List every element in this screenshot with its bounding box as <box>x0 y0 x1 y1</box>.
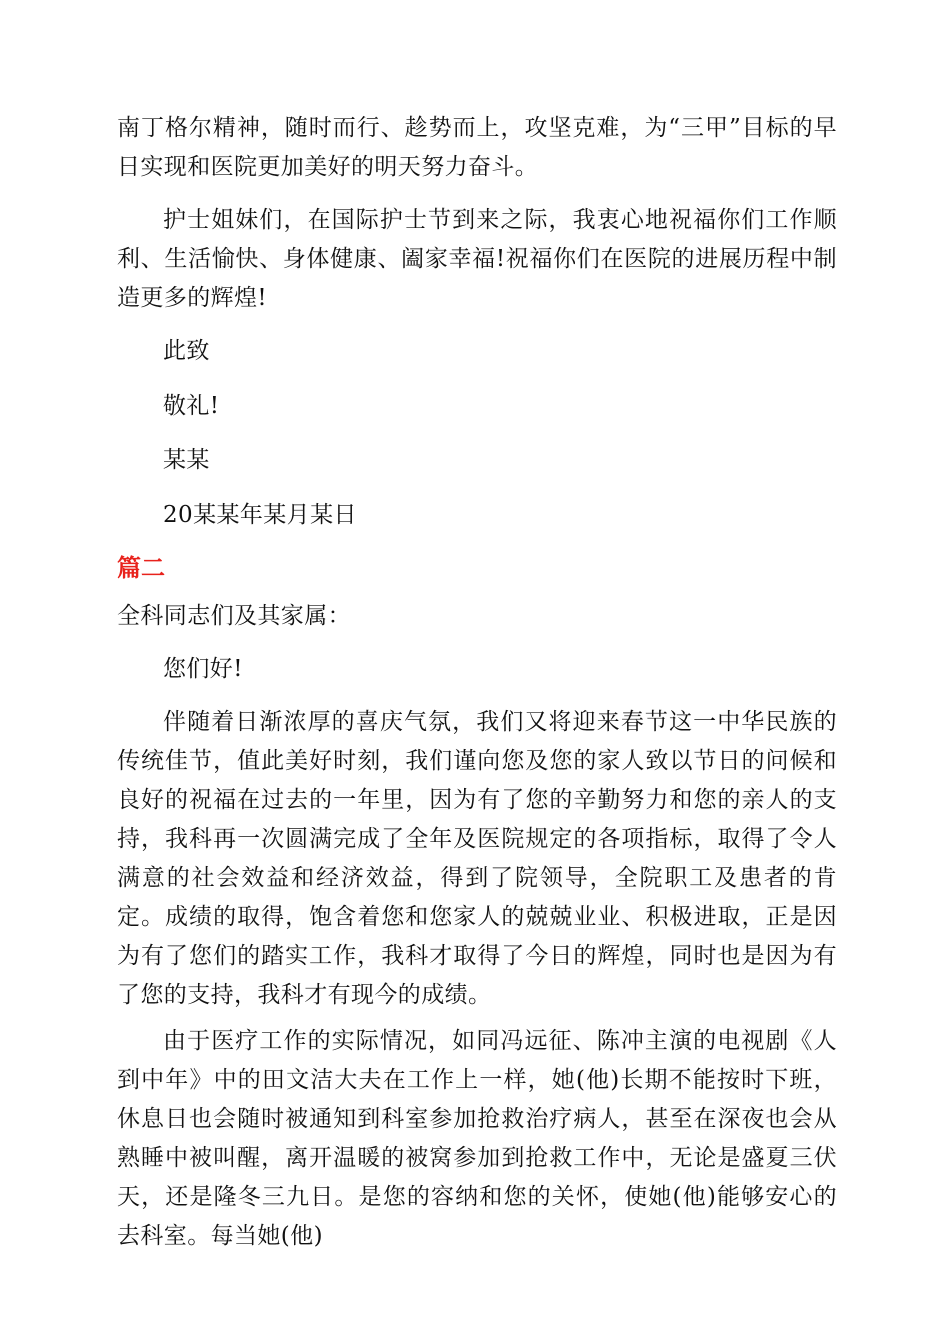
closing-line-1: 此致 <box>163 338 210 364</box>
salutation: 全科同志们及其家属： <box>117 603 351 629</box>
section-heading: 篇二 <box>117 554 165 582</box>
paragraph-wishes: 护士姐妹们，在国际护士节到来之际，我衷心地祝福你们工作顺利、生活愉快、身体健康、阖家幸福!祝福你们在医院的进展历程中制造更多的辉煌! <box>117 207 837 311</box>
paragraph-new-year: 伴随着日渐浓厚的喜庆气氛，我们又将迎来春节这一中华民族的传统佳节，值此美好时刻，我们谨向您及您的家人致以节日的问候和良好的祝福在过去的一年里，因为有了您的辛勤努力和您的亲人的支持，我科再一次圆满完成了全年及医院规定的各项指标，取得了令人满意的社会效益和经济效益，得到了院领导，全院职工及患者的肯定。成绩的取得，饱含着您和您家人的兢兢业业、积极进取，正是因为有了您们的踏实工作，我科才取得了今日的辉煌，同时也是因为有了您的支持，我科才有现今的成绩。 <box>117 709 837 1008</box>
closing-line-2: 敬礼! <box>163 393 220 419</box>
paragraph-medical-work: 由于医疗工作的实际情况，如同冯远征、陈冲主演的电视剧《人到中年》中的田文洁大夫在工作上一样，她(他)长期不能按时下班，休息日也会随时被通知到科室参加抢救治疗病人，甚至在深夜也会从熟睡中被叫醒，离开温暖的被窝参加到抢救工作中，无论是盛夏三伏天，还是隆冬三九日。是您的容纳和您的关怀，使她(他)能够安心的去科室。每当她(他) <box>117 1028 837 1249</box>
paragraph-dedication: 南丁格尔精神，随时而行、趁势而上，攻坚克难，为“三甲”目标的早日实现和医院更加美好的明天努力奋斗。 <box>117 115 837 180</box>
letter-date: 20某某年某月某日 <box>163 502 357 528</box>
greeting: 您们好! <box>163 656 243 682</box>
signature: 某某 <box>163 447 210 473</box>
